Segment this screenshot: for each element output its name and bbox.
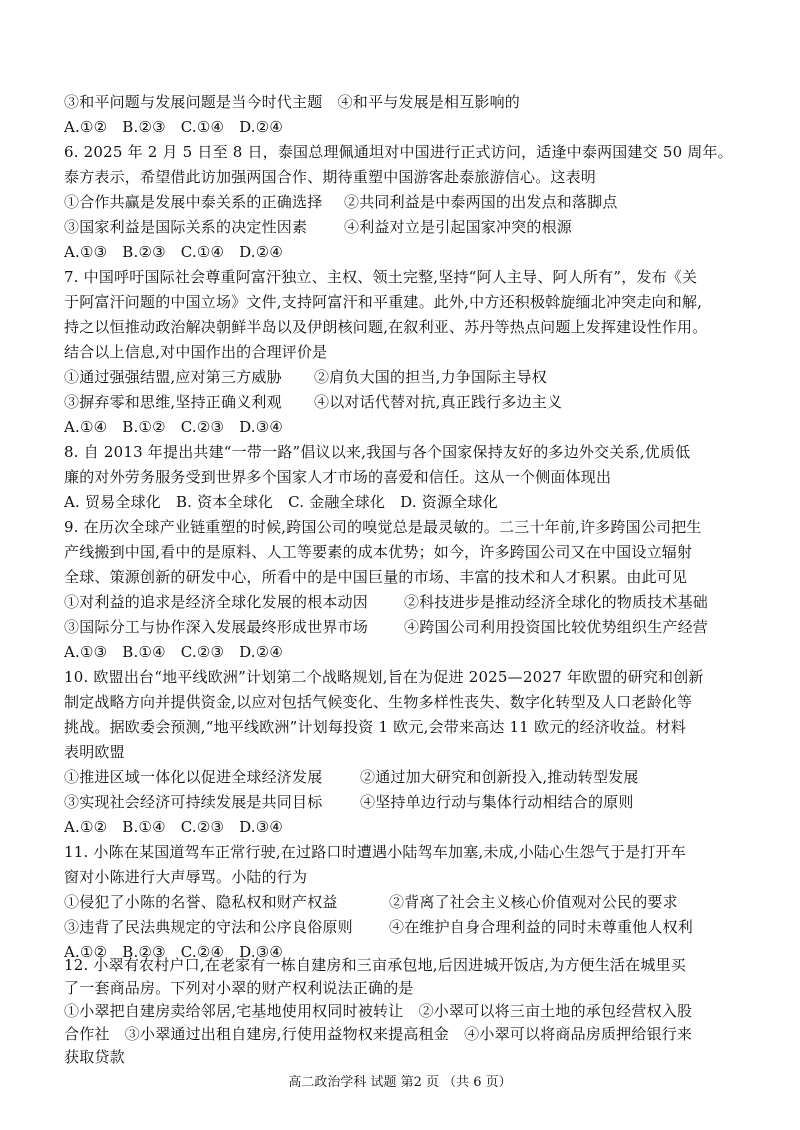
option-a: A.①② [64,943,108,961]
option-b: B.①④ [122,818,166,836]
item-1: ①通过强强结盟,应对第三方威胁 [64,368,282,386]
option-d: D. 资源全球化 [400,493,498,511]
item-1: ①对利益的追求是经济全球化发展的根本动因 [64,593,369,611]
question-12-items: 合作社 ③小翠通过出租自建房,行使用益物权来提高租金 ④小翠可以将商品房质押给银行来 [64,1025,693,1043]
item-4: ④以对话代替对抗,真正践行多边主义 [314,393,563,411]
option-c: C.②③ [180,418,225,436]
question-9-stem: 全球、策源创新的研发中心，所看中的是中国巨量的市场、丰富的技术和人才积累。由此可见 [64,568,688,586]
question-10-items [64,792,634,812]
option-c: C.①④ [180,118,225,136]
answer-options [64,642,293,662]
item-2: ②背离了社会主义核心价值观对公民的要求 [389,893,678,911]
question-6-stem: 泰方表示，希望借此访加强两国合作、期待重塑中国游客赴泰旅游信心。这表明 [64,168,597,186]
option-a: A.①② [64,118,108,136]
question-6-items [64,217,572,237]
question-10-stem: 制定战略方向并提供资金,以应对包括气候变化、生物多样性丧失、数字化转型及人口老龄化等 [64,693,693,711]
question-9-items [64,617,708,637]
item-1: ①侵犯了小陈的名誉、隐私权和财产权益 [64,893,338,911]
question-7-stem: 持之以恒推动政治解决朝鲜半岛以及伊朗核问题,在叙利亚、苏丹等热点问题上发挥建设性作用。 [64,318,708,336]
question-9-items [64,592,708,612]
option-a: A.①② [64,818,108,836]
option-b: B.①② [122,418,166,436]
question-12-stem: 12. 小翠有农村户口,在老家有一栋自建房和三亩承包地,后因进城开饭店,为方便生活在城里买 [64,956,686,974]
question-11-stem: 11. 小陈在某国道驾车正常行驶,在过路口时遭遇小陆驾车加塞,未成,小陆心生怨气于是打开车 [64,843,686,861]
question-8-stem: 廉的对外劳务服务受到世界多个国家人才市场的喜爱和信任。这从一个侧面体现出 [64,468,612,486]
option-d: D.③④ [239,418,284,436]
option-c: C.②④ [180,943,225,961]
option-b: B. 资本全球化 [175,493,274,511]
item-4: ④坚持单边行动与集体行动相结合的原则 [360,793,634,811]
option-a: A.①④ [64,418,108,436]
item-2: ②通过加大研究和创新投入,推动转型发展 [360,768,639,786]
option-b: B.②③ [122,118,166,136]
option-c: C.②③ [180,643,225,661]
question-11-items [64,892,678,912]
option-a: A.①③ [64,243,108,261]
answer-options [64,492,508,512]
question-10-items [64,767,639,787]
question-10-stem: 表明欧盟 [64,743,125,761]
item-4: ④利益对立是引起国家冲突的根源 [344,218,573,236]
item-3: ③国家利益是国际关系的决定性因素 [64,218,308,236]
question-7-stem: 7. 中国呼吁国际社会尊重阿富汗独立、主权、领土完整,坚持“阿人主导、阿人所有”，发布《关 [64,268,698,286]
page-footer: 高二政治学科 试题 第2 页 （共 6 页） [288,1075,512,1090]
option-c: C.②③ [180,818,225,836]
option-b: B.①④ [122,643,166,661]
answer-options [64,117,293,137]
item-1: ①合作共赢是发展中泰关系的正确选择 [64,193,323,211]
question-11-stem: 窗对小陈进行大声辱骂。小陆的行为 [64,868,308,886]
option-d: D.③④ [239,818,284,836]
item-4: ④在维护自身合理利益的同时未尊重他人权利 [389,918,694,936]
item-2: ②科技进步是推动经济全球化的物质技术基础 [404,593,709,611]
item-4: ④跨国公司利用投资国比较优势组织生产经营 [404,618,709,636]
option-d: D.②④ [239,118,284,136]
answer-options [64,242,293,262]
option-d: D.②④ [239,243,284,261]
option-c: C. 金融全球化 [288,493,386,511]
question-6-items [64,192,618,212]
item-1: ①推进区域一体化以促进全球经济发展 [64,768,323,786]
question-7-stem: 结合以上信息,对中国作出的合理评价是 [64,343,328,361]
answer-options [64,417,293,437]
question-12-items: 获取贷款 [64,1048,125,1066]
option-b: B.②③ [122,943,166,961]
question-8-stem: 8. 自 2013 年提出共建“一带一路”倡议以来,我国与各个国家保持友好的多边外交关系,优质低 [64,443,691,461]
item-3: ③国际分工与协作深入发展最终形成世界市场 [64,618,369,636]
question-7-items [64,367,547,387]
question-6-stem: 6. 2025 年 2 月 5 日至 8 日，泰国总理佩通坦对中国进行正式访问，适逢中泰两国建交 50 周年。 [64,143,733,161]
question-7-items [64,392,562,412]
question-9-stem: 9. 在历次全球产业链重塑的时候,跨国公司的嗅觉总是最灵敏的。二三十年前,许多跨国公司把生 [64,518,702,536]
answer-options [64,817,293,837]
option-a: A. 贸易全球化 [64,493,161,511]
question-10-stem: 挑战。据欧委会预测,“地平线欧洲”计划每投资 1 欧元,会带来高达 11 欧元的经济收益。材料 [64,718,686,736]
question-12-stem: 了一套商品房。下列对小翠的财产权利说法正确的是 [64,979,414,997]
question-11-items [64,917,693,937]
option-c: C.①④ [180,243,225,261]
question-9-stem: 产线搬到中国,看中的是原料、人工等要素的成本优势；如今，许多跨国公司又在中国设立辐射 [64,543,693,561]
question-7-stem: 于阿富汗问题的中国立场》文件,支持阿富汗和平重建。此外,中方还积极斡旋缅北冲突走向和解, [64,293,703,311]
item-2: ②肩负大国的担当,力争国际主导权 [314,368,547,386]
question-10-stem: 10. 欧盟出台“地平线欧洲”计划第二个战略规划,旨在为促进 2025—2027 年欧盟的研究和创新 [64,668,704,686]
option-b: B.②③ [122,243,166,261]
option-d: D.②④ [239,643,284,661]
question-12-items: ①小翠把自建房卖给邻居,宅基地使用权同时被转让 ②小翠可以将三亩土地的承包经营权入股 [64,1002,693,1020]
question-item: ③和平问题与发展问题是当今时代主题 ④和平与发展是相互影响的 [64,93,521,111]
option-d: D.③④ [239,943,284,961]
item-3: ③摒弃零和思维,坚持正确义利观 [64,393,282,411]
item-2: ②共同利益是中泰两国的出发点和落脚点 [344,193,618,211]
item-3: ③违背了民法典规定的守法和公序良俗原则 [64,918,353,936]
option-a: A.①③ [64,643,108,661]
item-3: ③实现社会经济可持续发展是共同目标 [64,793,323,811]
